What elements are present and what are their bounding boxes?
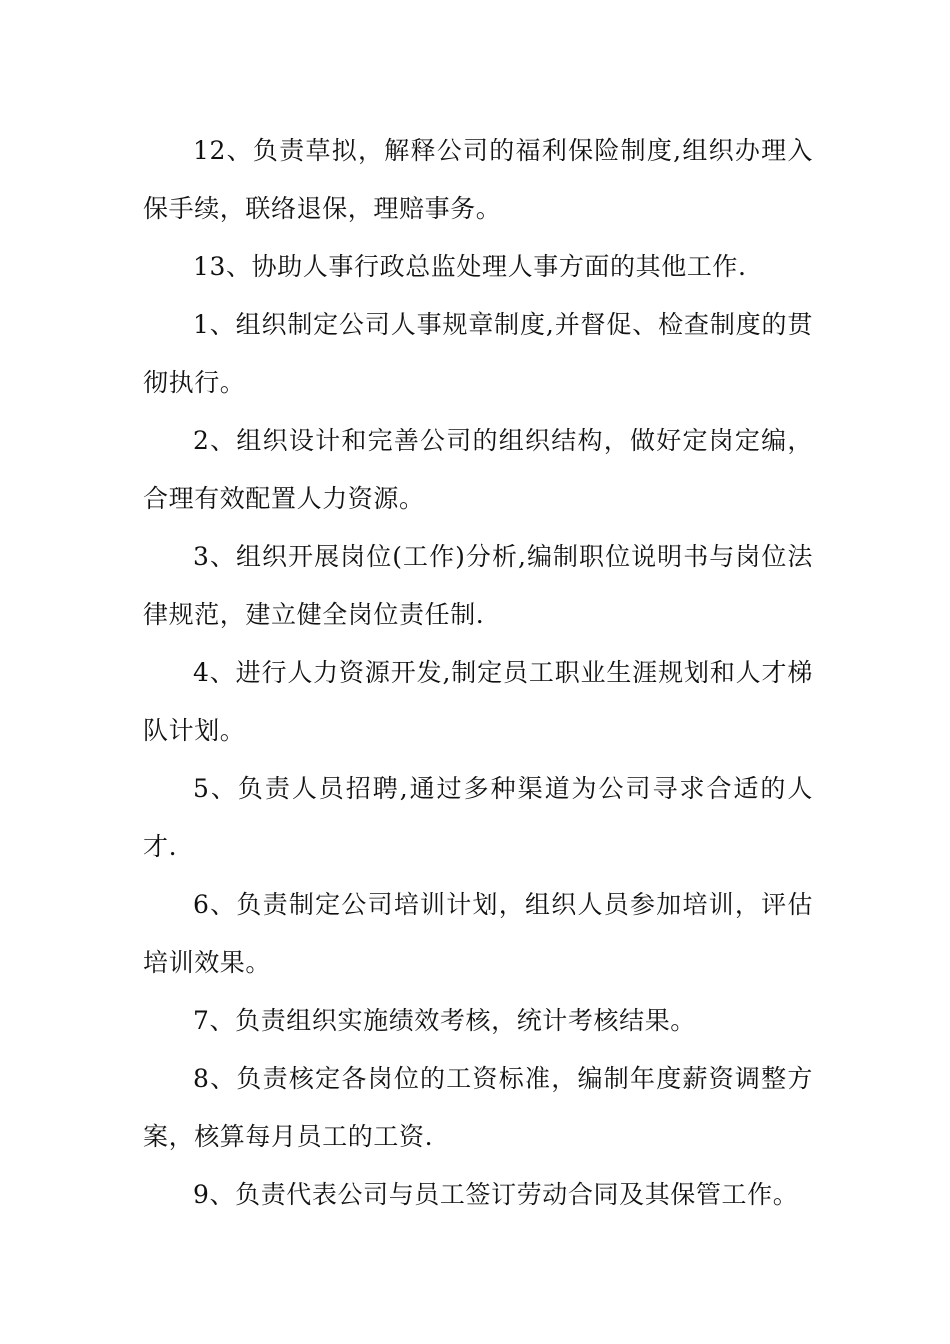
paragraph-item-8: 8、负责核定各岗位的工资标准，编制年度薪资调整方案，核算每月员工的工资. xyxy=(143,1064,813,1151)
paragraph-item-7: 7、负责组织实施绩效考核，统计考核结果。 xyxy=(193,1006,696,1035)
paragraph-item-4: 4、进行人力资源开发,制定员工职业生涯规划和人才梯队计划。 xyxy=(143,658,813,745)
paragraph-item-12: 12、负责草拟，解释公司的福利保险制度,组织办理入保手续，联络退保，理赔事务。 xyxy=(143,136,813,223)
paragraph-item-5: 5、负责人员招聘,通过多种渠道为公司寻求合适的人才. xyxy=(143,774,813,861)
document-body xyxy=(143,122,813,1224)
paragraph-item-2: 2、组织设计和完善公司的组织结构，做好定岗定编，合理有效配置人力资源。 xyxy=(143,426,813,513)
paragraph-item-6: 6、负责制定公司培训计划，组织人员参加培训，评估培训效果。 xyxy=(143,890,813,977)
paragraph-item-9: 9、负责代表公司与员工签订劳动合同及其保管工作。 xyxy=(193,1180,799,1209)
paragraph-item-1: 1、组织制定公司人事规章制度,并督促、检查制度的贯彻执行。 xyxy=(143,310,813,397)
paragraph-item-13: 13、协助人事行政总监处理人事方面的其他工作. xyxy=(193,252,747,281)
paragraph-item-3: 3、组织开展岗位(工作)分析,编制职位说明书与岗位法律规范，建立健全岗位责任制. xyxy=(143,542,813,629)
